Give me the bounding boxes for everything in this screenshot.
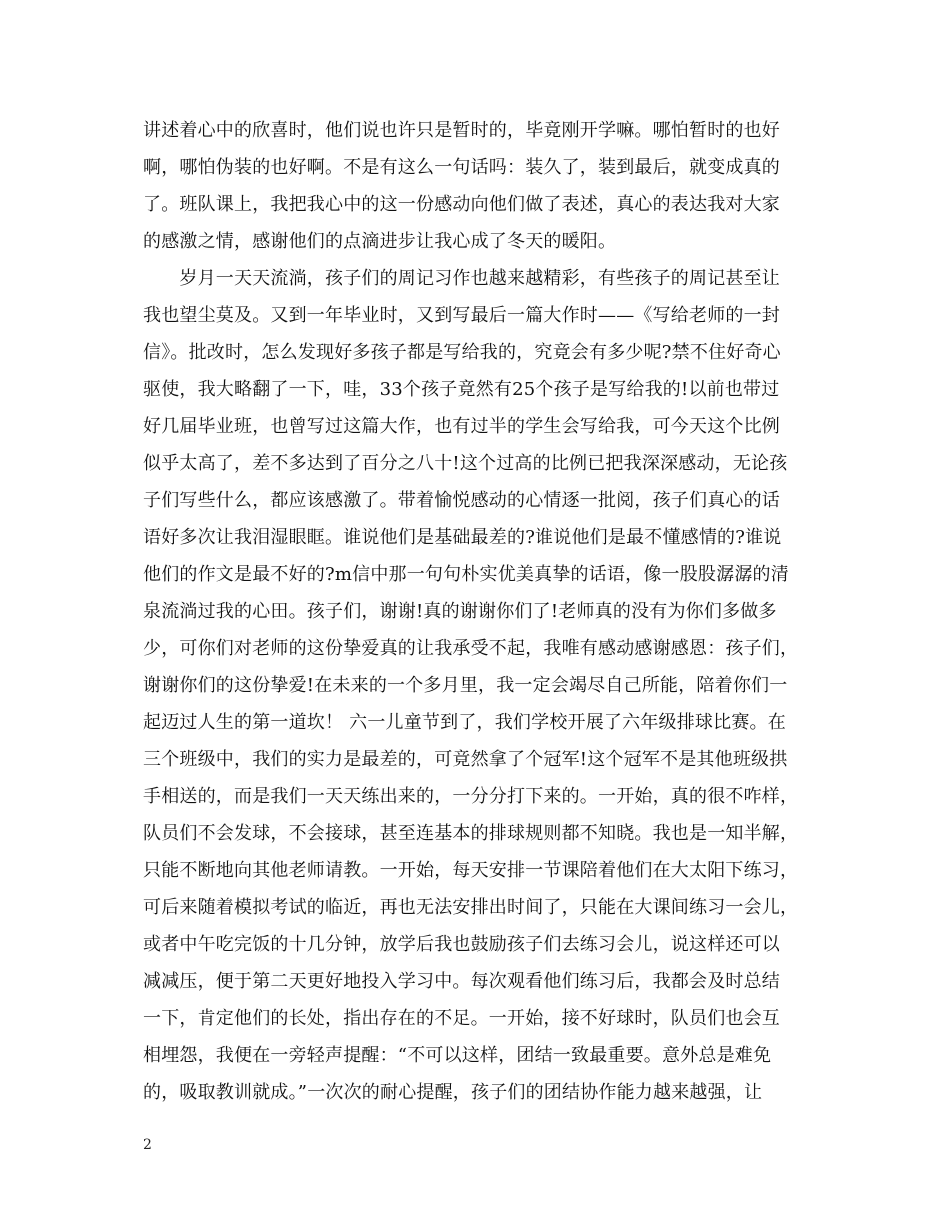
text-line: 起迈过人生的第一道坎！ 六一儿童节到了，我们学校开展了六年级排球比赛。在 — [143, 712, 786, 733]
text-line: 我也望尘莫及。又到一年毕业时，又到写最后一篇大作时——《写给老师的一封 — [143, 305, 780, 326]
text-line: 岁月一天天流淌，孩子们的周记习作也越来越精彩，有些孩子的周记甚至让 — [143, 268, 780, 289]
text-line: 泉流淌过我的心田。孩子们，谢谢!真的谢谢你们了!老师真的没有为你们多做多 — [143, 601, 777, 622]
text-line: 信》。批改时，怎么发现好多孩子都是写给我的，究竟会有多少呢?禁不住好奇心 — [143, 342, 781, 363]
text-line: 只能不断地向其他老师请教。一开始，每天安排一节课陪着他们在大太阳下练习， — [143, 860, 799, 881]
text-line: 了。班队课上，我把我心中的这一份感动向他们做了表述，真心的表达我对大家 — [143, 194, 780, 215]
body-text — [143, 112, 807, 1111]
text-line: 三个班级中，我们的实力是最差的，可竟然拿了个冠军!这个冠军不是其他班级拱 — [143, 749, 788, 770]
text-line: 的感激之情，感谢他们的点滴进步让我心成了冬天的暖阳。 — [143, 231, 617, 252]
text-line: 子们写些什么，都应该感激了。带着愉悦感动的心情逐一批阅，孩子们真心的话 — [143, 490, 780, 511]
text-line: 减减压，便于第二天更好地投入学习中。每次观看他们练习后，我都会及时总结 — [143, 971, 780, 992]
text-line: 队员们不会发球，不会接球，甚至连基本的排球规则都不知晓。我也是一知半解， — [143, 823, 799, 844]
text-line: 似乎太高了，差不多达到了百分之八十!这个过高的比例已把我深深感动，无论孩 — [143, 453, 788, 474]
text-line: 讲述着心中的欣喜时，他们说也许只是暂时的，毕竟刚开学嘛。哪怕暂时的也好 — [143, 120, 780, 141]
text-line: 好几届毕业班，也曾写过这篇大作，也有过半的学生会写给我，可今天这个比例 — [143, 416, 780, 437]
text-line: 手相送的，而是我们一天天练出来的，一分分打下来的。一开始，真的很不咋样， — [143, 786, 799, 807]
text-line: 相埋怨，我便在一旁轻声提醒：“不可以这样，团结一致最重要。意外总是难免 — [143, 1045, 772, 1066]
page-number: 2 — [143, 1137, 152, 1153]
text-line: 少，可你们对老师的这份挚爱真的让我承受不起，我唯有感动感谢感恩：孩子们， — [143, 638, 799, 659]
text-line: 啊，哪怕伪装的也好啊。不是有这么一句话吗：装久了，装到最后，就变成真的 — [143, 157, 780, 178]
text-line: 谢谢你们的这份挚爱!在未来的一个多月里，我一定会竭尽自己所能，陪着你们一 — [143, 675, 788, 696]
text-line: 一下，肯定他们的长处，指出存在的不足。一开始，接不好球时，队员们也会互 — [143, 1008, 780, 1029]
text-line: 他们的作文是最不好的?m信中那一句句朴实优美真挚的话语，像一股股潺潺的清 — [143, 564, 789, 585]
text-line: 的，吸取教训就成。”一次次的耐心提醒，孩子们的团结协作能力越来越强，让 — [143, 1082, 763, 1103]
text-line: 或者中午吃完饭的十几分钟，放学后我也鼓励孩子们去练习会儿，说这样还可以 — [143, 934, 780, 955]
text-line: 驱使，我大略翻了一下，哇，33个孩子竟然有25个孩子是写给我的!以前也带过 — [143, 379, 780, 400]
text-line: 可后来随着模拟考试的临近，再也无法安排出时间了，只能在大课间练习一会儿， — [143, 897, 799, 918]
text-line: 语好多次让我泪湿眼眶。谁说他们是基础最差的?谁说他们是最不懂感情的?谁说 — [143, 527, 782, 548]
